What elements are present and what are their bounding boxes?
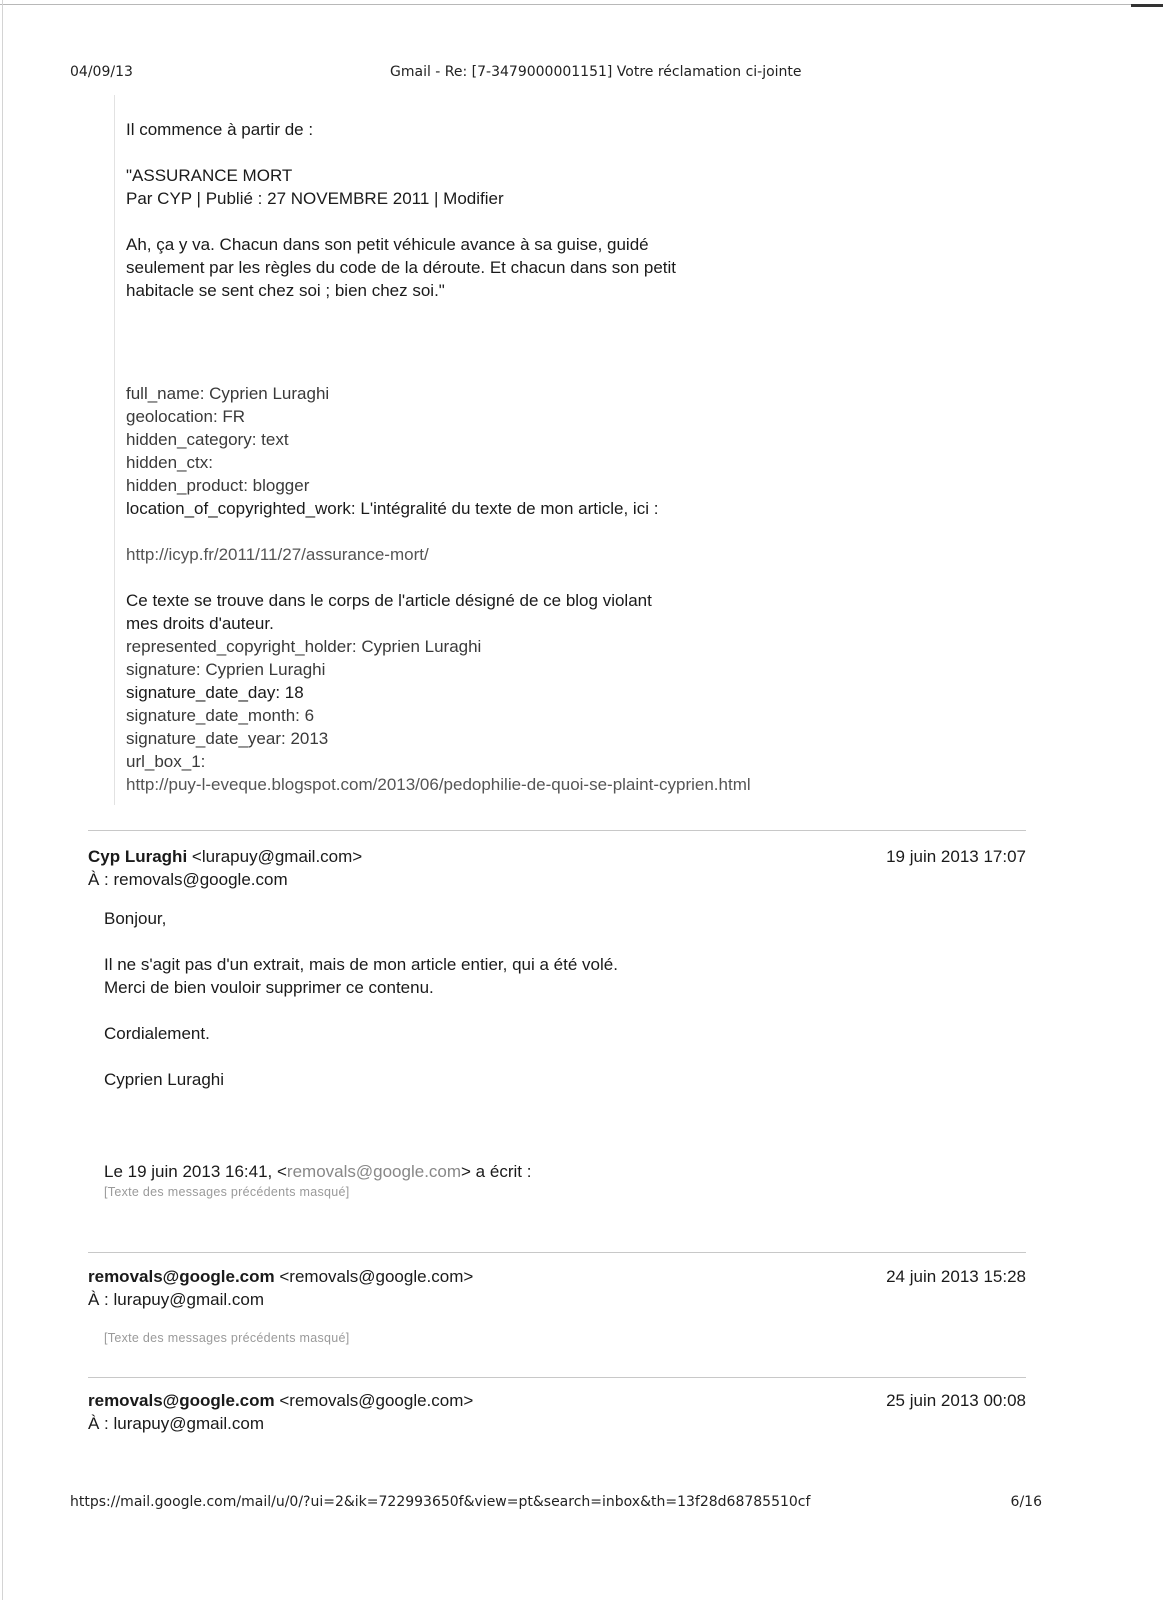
message-date: 24 juin 2013 15:28	[886, 1267, 1026, 1286]
message-1	[88, 845, 1026, 1201]
print-footer	[70, 1494, 1042, 1510]
message-3	[88, 1389, 1026, 1435]
field-geolocation: geolocation: FR	[126, 407, 246, 426]
print-title: Gmail - Re: [7-3479000001151] Votre réclamation ci-jointe	[390, 64, 802, 80]
article-title: "ASSURANCE MORT	[126, 166, 293, 185]
quoted-intro: Il commence à partir de :	[126, 120, 314, 139]
quoted-message	[126, 118, 1026, 796]
field-hidden-category: hidden_category: text	[126, 430, 289, 449]
reply-email-link[interactable]: removals@google.com	[286, 1162, 462, 1181]
message-separator	[88, 1252, 1026, 1253]
greeting: Bonjour,	[104, 909, 167, 928]
field-location-of-copyrighted-work: location_of_copyrighted_work: L'intégralité du texte de mon article, ici :	[126, 499, 659, 518]
quote-bar	[114, 95, 115, 805]
body-line: Merci de bien vouloir supprimer ce contenu.	[104, 978, 434, 997]
message-separator	[88, 830, 1026, 831]
message-date: 19 juin 2013 17:07	[886, 847, 1026, 866]
location-note-line: Ce texte se trouve dans le corps de l'article désigné de ce blog violant	[126, 591, 652, 610]
message-date: 25 juin 2013 00:08	[886, 1391, 1026, 1410]
sender-email: <removals@google.com>	[274, 1267, 474, 1286]
body-line: Il ne s'agit pas d'un extrait, mais de mon article entier, qui a été volé.	[104, 955, 618, 974]
field-signature: signature: Cyprien Luraghi	[126, 660, 326, 679]
message-separator	[88, 1377, 1026, 1378]
field-url-box-1: url_box_1:	[126, 752, 206, 771]
field-signature-date-day: signature_date_day: 18	[126, 683, 304, 702]
sender-name: removals@google.com	[88, 1391, 275, 1410]
sender-email: <removals@google.com>	[274, 1391, 474, 1410]
location-note-line: mes droits d'auteur.	[126, 614, 274, 633]
message-from-line	[88, 1389, 1026, 1412]
message-2	[88, 1265, 1026, 1347]
message-recipient: À : lurapuy@gmail.com	[88, 1414, 264, 1433]
scan-top-mark	[1131, 4, 1163, 7]
message-from-line	[88, 845, 1026, 868]
field-represented-copyright-holder: represented_copyright_holder: Cyprien Luraghi	[126, 637, 482, 656]
scan-top-line	[0, 4, 1163, 5]
reply-attribution: Le 19 juin 2013 16:41, <removals@google.com> a écrit :	[104, 1162, 532, 1181]
field-full-name: full_name: Cyprien Luraghi	[126, 384, 330, 403]
field-signature-date-month: signature_date_month: 6	[126, 706, 315, 725]
message-from-line	[88, 1265, 1026, 1288]
message-body	[104, 1329, 1026, 1347]
page-number: 6/16	[1010, 1494, 1042, 1510]
message-recipient: À : removals@google.com	[88, 870, 288, 889]
print-date: 04/09/13	[70, 64, 133, 80]
closing: Cordialement.	[104, 1024, 210, 1043]
excerpt-line: Ah, ça y va. Chacun dans son petit véhicule avance à sa guise, guidé	[126, 235, 649, 254]
message-body	[104, 907, 1026, 1201]
sender-name: Cyp Luraghi	[88, 847, 188, 866]
show-quoted-text-link[interactable]: [Texte des messages précédents masqué]	[104, 1185, 350, 1199]
print-url: https://mail.google.com/mail/u/0/?ui=2&ik=722993650f&view=pt&search=inbox&th=13f28d68785510cf	[70, 1494, 811, 1510]
sender-name: removals@google.com	[88, 1267, 275, 1286]
scan-left-edge	[2, 0, 3, 1600]
field-hidden-product: hidden_product: blogger	[126, 476, 310, 495]
signature: Cyprien Luraghi	[104, 1070, 225, 1089]
infringing-url-link[interactable]: http://puy-l-eveque.blogspot.com/2013/06/pedophilie-de-quoi-se-plaint-cyprien.html	[126, 775, 751, 794]
sender-email: <lurapuy@gmail.com>	[187, 847, 363, 866]
show-quoted-text-link[interactable]: [Texte des messages précédents masqué]	[104, 1331, 350, 1345]
excerpt-line: habitacle se sent chez soi ; bien chez soi."	[126, 281, 445, 300]
work-url-link[interactable]: http://icyp.fr/2011/11/27/assurance-mort/	[126, 545, 429, 564]
article-byline: Par CYP | Publié : 27 NOVEMBRE 2011 | Modifier	[126, 189, 504, 208]
field-hidden-ctx: hidden_ctx:	[126, 453, 213, 472]
message-recipient: À : lurapuy@gmail.com	[88, 1290, 264, 1309]
excerpt-line: seulement par les règles du code de la déroute. Et chacun dans son petit	[126, 258, 677, 277]
field-signature-date-year: signature_date_year: 2013	[126, 729, 329, 748]
